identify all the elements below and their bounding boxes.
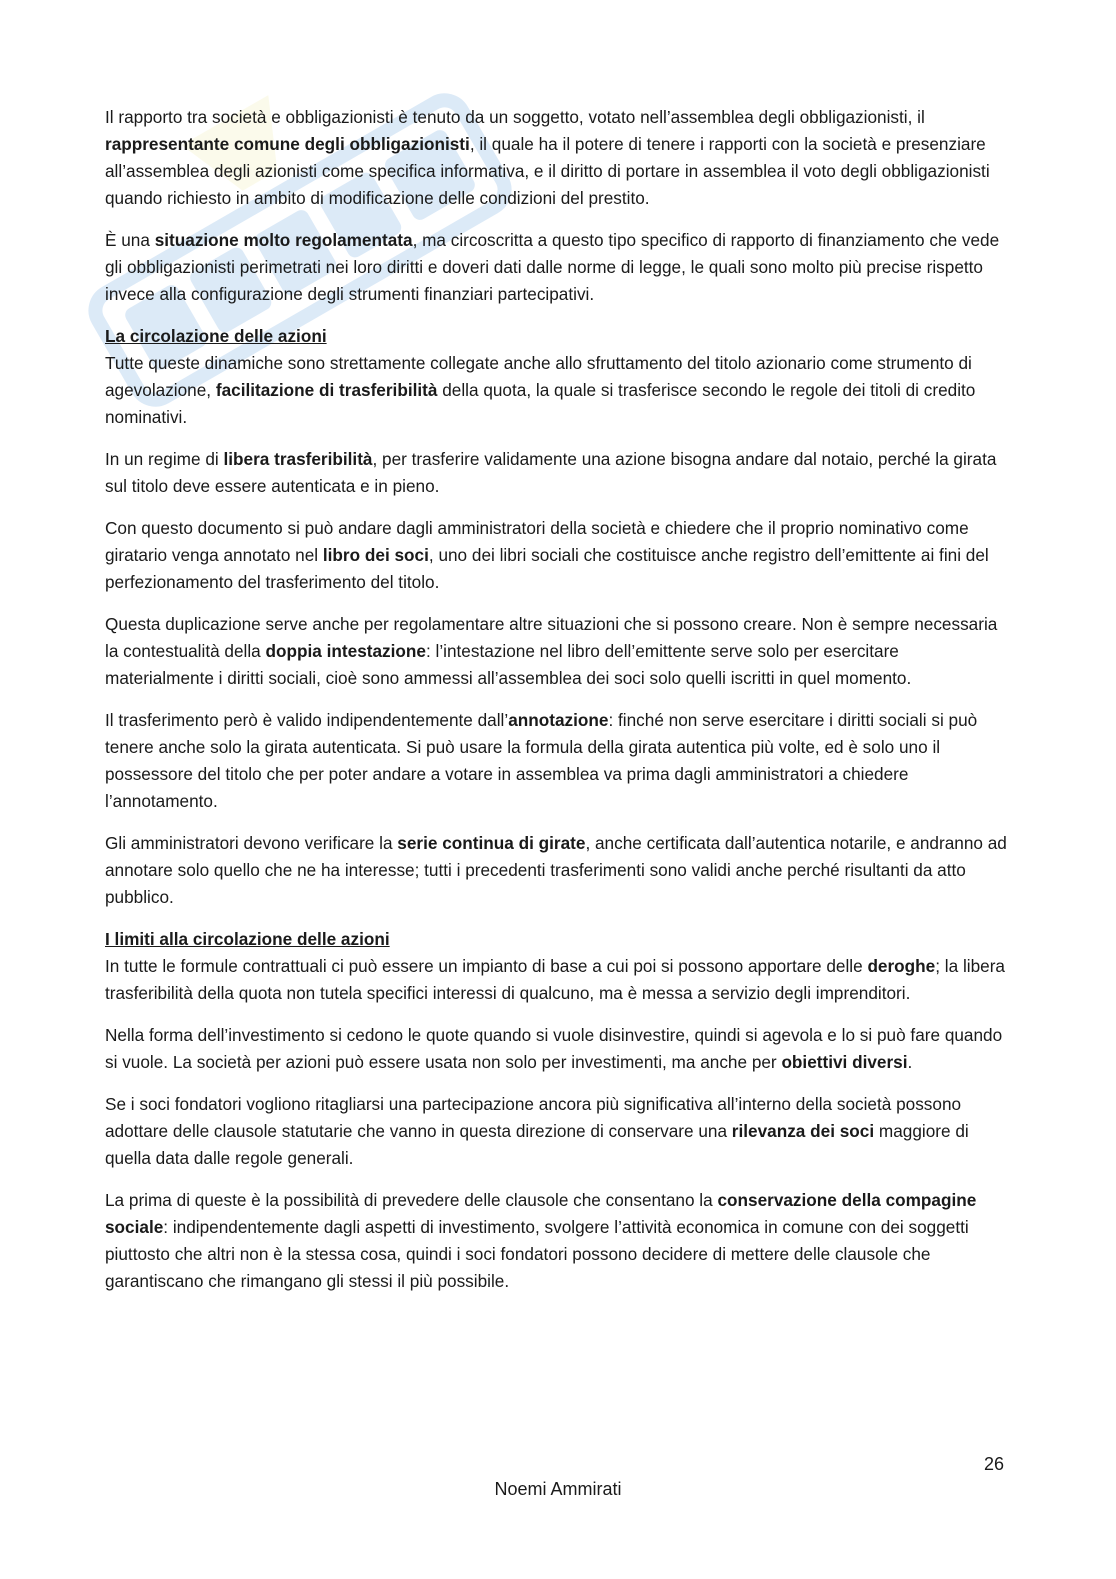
text-run: .	[907, 1052, 913, 1072]
paragraph	[105, 104, 1009, 212]
text-run: Nella forma dell’investimento si cedono le quote quando si vuole disinvestire, quindi si agevola e lo si può fare quando si vuole. La società per azioni può essere usata non solo per investimenti, ma anche per	[105, 1025, 1003, 1072]
text-run: : indipendentemente dagli aspetti di investimento, svolgere l’attività economica in comune con dei soggetti piuttosto che altri non è la stessa cosa, quindi i soci fondatori possono decidere di mettere delle clausole che garantiscano che rimangano gli stessi il più possibile.	[105, 1217, 969, 1291]
text-run: Con questo documento si può andare dagli amministratori della società e chiedere che il proprio nominativo come giratario venga annotato nel	[105, 518, 969, 565]
text-run: Il rapporto tra società e obbligazionisti è tenuto da un soggetto, votato nell’assemblea degli obbligazionisti, il	[105, 107, 925, 127]
text-run: In un regime di	[105, 449, 224, 469]
text-run: , anche certificata dall’autentica notarile, e andranno ad annotare solo quello che ne ha interesse; tutti i precedenti trasferimenti sono validi anche perché risultanti da atto pubblico.	[105, 833, 1007, 907]
section-heading: I limiti alla circolazione delle azioni	[105, 929, 390, 949]
text-run: maggiore di quella data dalle regole generali.	[105, 1121, 969, 1168]
section-heading: La circolazione delle azioni	[105, 326, 327, 346]
bold-term: conservazione della compagine sociale	[105, 1190, 977, 1237]
text-run: Gli amministratori devono verificare la	[105, 833, 398, 853]
text-run: : finché non serve esercitare i diritti sociali si può tenere anche solo la girata autenticata. Si può usare la formula della girata autentica più volte, ed è solo uno il possessore del titolo che per poter andare a votare in assemblea va prima dagli amministratori a chiedere l’annotamento.	[105, 710, 978, 811]
text-run: La prima di queste è la possibilità di prevedere delle clausole che consentano la	[105, 1190, 718, 1210]
bold-term: deroghe	[867, 956, 936, 976]
text-run: È una	[105, 230, 155, 250]
paragraph	[105, 1091, 1009, 1172]
bold-term: rappresentante comune degli obbligazionisti	[105, 134, 470, 154]
paragraph	[105, 323, 1009, 431]
paragraph	[105, 707, 1009, 815]
text-run: Se i soci fondatori vogliono ritagliarsi una partecipazione ancora più significativa all’interno della società possono adottare delle clausole statutarie che vanno in questa direzione di conservare una	[105, 1094, 962, 1141]
page-number: 26	[983, 1454, 1004, 1474]
bold-term: serie continua di girate	[397, 833, 586, 853]
bold-term: facilitazione di trasferibilità	[215, 380, 438, 400]
text-run: della quota, la quale si trasferisce secondo le regole dei titoli di credito nominativi.	[105, 380, 976, 427]
text-run: Questa duplicazione serve anche per regolamentare altre situazioni che si possono creare. Non è sempre necessaria la contestualità della	[105, 614, 998, 661]
bold-term: doppia intestazione	[265, 641, 426, 661]
text-run: Il trasferimento però è valido indipendentemente dall’	[105, 710, 509, 730]
footer-author: Noemi Ammirati	[494, 1479, 622, 1499]
text-run: , ma circoscritta a questo tipo specifico di rapporto di finanziamento che vede gli obbligazionisti perimetrati nei loro diritti e doveri dati dalle norme di legge, le quali sono molto più precise rispetto invece alla configurazione degli strumenti finanziari partecipativi.	[105, 230, 1000, 304]
text-run: In tutte le formule contrattuali ci può essere un impianto di base a cui poi si possono apportare delle	[105, 956, 868, 976]
bold-term: obiettivi diversi	[781, 1052, 908, 1072]
bold-term: libro dei soci	[322, 545, 429, 565]
paragraph	[105, 227, 1009, 308]
text-run: Tutte queste dinamiche sono strettamente collegate anche allo sfruttamento del titolo azionario come strumento di agevolazione,	[105, 353, 972, 400]
paragraph	[105, 1187, 1009, 1295]
paragraph	[105, 1022, 1009, 1076]
bold-term: annotazione	[508, 710, 609, 730]
paragraph	[105, 611, 1009, 692]
paragraph	[105, 830, 1009, 911]
text-run: , il quale ha il potere di tenere i rapporti con la società e presenziare all’assemblea degli azionisti come specifica informativa, e il diritto di portare in assemblea il voto degli obbligazionisti quando richiesto in ambito di modificazione delle condizioni del prestito.	[105, 134, 990, 208]
bold-term: situazione molto regolamentata	[154, 230, 413, 250]
text-run: , per trasferire validamente una azione bisogna andare dal notaio, perché la girata sul titolo deve essere autenticata e in pieno.	[105, 449, 997, 496]
paragraph	[105, 446, 1009, 500]
text-run: ; la libera trasferibilità della quota non tutela specifici interessi di qualcuno, ma è messa a servizio degli imprenditori.	[105, 956, 1005, 1003]
paragraph	[105, 926, 1009, 1007]
paragraph	[105, 515, 1009, 596]
text-run: : l’intestazione nel libro dell’emittente serve solo per esercitare materialmente i diritti sociali, cioè sono ammessi all’assemblea dei soci solo quelli iscritti in quel momento.	[105, 641, 912, 688]
bold-term: libera trasferibilità	[223, 449, 373, 469]
document-body	[105, 104, 1009, 1310]
bold-term: rilevanza dei soci	[731, 1121, 875, 1141]
text-run: , uno dei libri sociali che costituisce anche registro dell’emittente ai fini del perfezionamento del trasferimento del titolo.	[105, 545, 989, 592]
